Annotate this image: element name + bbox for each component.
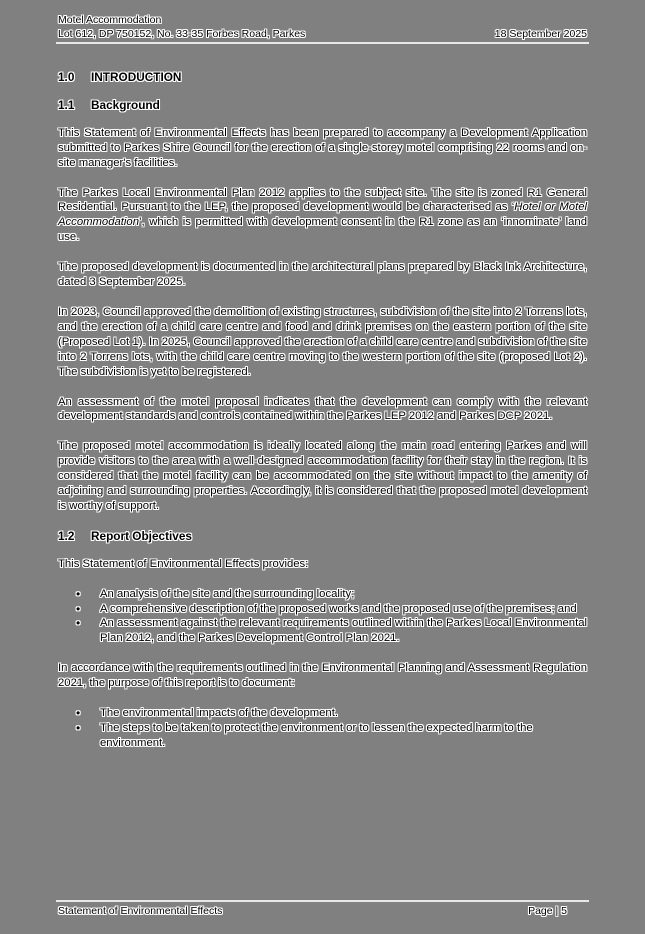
list-item: • A comprehensive description of the proposed works and the proposed use of the premises; and (58, 602, 587, 617)
paragraph: This Statement of Environmental Effects has been prepared to accompany a Development Application submitted to Parkes Shire Council for the erection of a single-storey motel comprising 22 rooms and on-site manager's facilities. (58, 126, 587, 169)
page-footer (58, 905, 567, 917)
header-rule (56, 42, 589, 44)
paragraph: In accordance with the requirements outlined in the Environmental Planning and Assessment Regulation 2021, the purpose of this report is to document: (58, 662, 587, 690)
section-heading-introduction: 1.0 INTRODUCTION (58, 70, 182, 84)
section-heading-report-objectives: 1.2 Report Objectives (58, 528, 192, 543)
paragraph: The Parkes Local Environmental Plan 2012 applies to the subject site. The site is zoned R1 General Residential. Pursuant to the LEP, the proposed development would be characterised as ‘Hotel or Motel Accommodation’, which is permitted with development consent in the R1 zone as an ‘innominate’ land use. (58, 186, 587, 244)
section-heading-background: 1.1 Background (58, 97, 160, 112)
document-body (58, 68, 587, 766)
page-number: Page | 5 (528, 905, 567, 917)
bullet-list (58, 706, 587, 751)
header-date: 18 September 2025 (494, 27, 587, 40)
paragraph: In 2023, Council approved the demolition of existing structures, subdivision of the site into 2 Torrens lots, and the erection of a child care centre and food and drink premises on the eastern portion of the site (Proposed Lot 1). In 2025, Council approved the erection of a child care centre and subdivision of the site into 2 Torrens lots, with the child care centre moving to the western portion of the site (proposed Lot 2). The subdivision is yet to be registered. (58, 305, 587, 378)
page-header (58, 14, 587, 41)
list-item: • The environmental impacts of the development. (58, 706, 587, 721)
bullet-list (58, 587, 587, 647)
header-title: Motel Accommodation (58, 14, 162, 26)
paragraph: The proposed development is documented in the architectural plans prepared by Black Ink Architecture, dated 3 September 2025. (58, 261, 587, 289)
footer-title: Statement of Environmental Effects (58, 905, 223, 917)
list-item: • The steps to be taken to protect the environment or to lessen the expected harm to the environment. (58, 721, 587, 751)
header-address: Lot 612, DP 750152, No. 33-35 Forbes Road, Parkes (58, 27, 306, 40)
list-item: • An analysis of the site and the surrounding locality; (58, 587, 587, 602)
list-item: • An assessment against the relevant requirements outlined within the Parkes Local Environmental Plan 2012, and the Parkes Development Control Plan 2021. (58, 616, 587, 646)
paragraph: This Statement of Environmental Effects provides: (58, 557, 309, 570)
paragraph: The proposed motel accommodation is ideally located along the main road entering Parkes and will provide visitors to the area with a well-designed accommodation facility for their stay in the region. It is considered that the motel facility can be accommodated on the site without impact to the amenity of adjoining and surrounding properties. Accordingly, it is considered that the proposed motel development is worthy of support. (58, 440, 587, 512)
footer-rule (56, 900, 589, 902)
paragraph: An assessment of the motel proposal indicates that the development can comply with the relevant development standards and controls contained within the Parkes LEP 2012 and Parkes DCP 2021. (58, 395, 587, 423)
